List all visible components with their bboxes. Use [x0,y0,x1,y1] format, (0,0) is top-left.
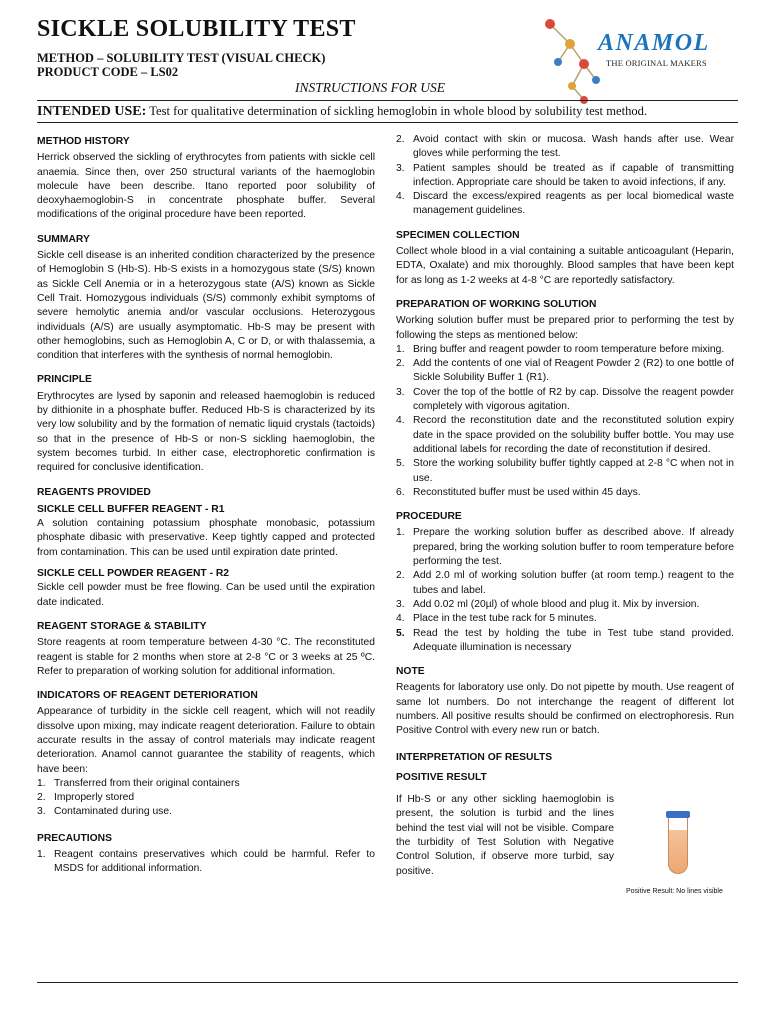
method-history-text: Herrick observed the sickling of erythrocytes from patients with sickle cell anaemia. Since then, over 250 structural variants of the haemoglobin molecule have been describe. Itano reported poor solubility of deoxyhaemoglobin-S in concentrate phosphate buffer. Several modifications of the original procedure have been reported. [37,152,375,221]
tube-caption: Positive Result: No lines visible [626,888,723,896]
positive-result-heading: POSITIVE RESULT [396,771,487,783]
interpretation-heading: INTERPRETATION OF RESULTS [396,751,553,763]
r2-text: Sickle cell powder must be free flowing. Can be used until the expiration date indicated. [37,582,375,608]
positive-result-block [396,793,734,896]
reagents-heading: REAGENTS PROVIDED [37,486,151,498]
precautions-heading: PRECAUTIONS [37,832,112,844]
deterioration-text: Appearance of turbidity in the sickle cell reagent, which will not readily dissolve upon mixing, may indicate reagent deterioration. Failure to obtain accurate results in the assay of control materials may indicate reagent deterioration. Anamol cannot guarantee the stability of reagents, which have been: [37,706,375,775]
list-item: 2. Add the contents of one vial of Reagent Powder 2 (R2) to one bottle of Sickle Solubility Buffer 1 (R1). [396,358,734,384]
list-item: 2. Add 2.0 ml of working solution buffer (at room temp.) reagent to the tubes and label. [396,570,734,596]
principle-text: Erythrocytes are lysed by saponin and released haemoglobin is reduced by dithionite in a phosphate buffer. Reduced Hb-S is characterized by its very low solubility and by the formation of nematic liquid crystals (tactoids) so that in the presence of Hb-S or non-S sickling haemoglobin, the system becomes turbid. In either case, electrophoretic confirmation is required for conclusive identification. [37,390,375,474]
list-item: 3. Add 0.02 ml (20µl) of whole blood and plug it. Mix by inversion. [396,598,700,610]
precautions-list-part2 [396,133,734,219]
storage-text: Store reagents at room temperature between 4-30 °C. The reconstituted reagent is stable for 2 months when store at 2-8 °C or 3 weeks at 25 ºC. Refer to preparation of working solution for additional information. [37,637,375,677]
method-history-heading: METHOD HISTORY [37,136,130,147]
note-text: Reagents for laboratory use only. Do not pipette by mouth. Use reagent of same lot numbers. Do not interchange the reagent of different lot numbers. All positive results should be confirmed on electrophoresis. Run Positive Control with every new run or batch. [396,682,734,737]
right-column [396,133,734,896]
list-item: 2. Avoid contact with skin or mucosa. Wash hands after use. Wear gloves while performing the test. [396,134,734,160]
list-item: 4. Place in the test tube rack for 5 minutes. [396,613,597,625]
deterioration-list [37,777,375,820]
positive-result-text: If Hb-S or any other sickling haemoglobin is present, the solution is turbid and the lines behind the test vial will not be visible. Compare the turbidity of Test Solution with Negative Control Solution, if observe more turbid, say positive. [396,794,614,877]
logo-wordmark: ANAMOL [598,30,710,56]
method-line: METHOD – SOLUBILITY TEST (VISUAL CHECK) [37,51,326,65]
specimen-heading: SPECIMEN COLLECTION [396,229,520,241]
storage-heading: REAGENT STORAGE & STABILITY [37,620,207,632]
principle-heading: PRINCIPLE [37,374,92,386]
specimen-text: Collect whole blood in a vial containing a suitable anticoagulant (Heparin, EDTA, Oxalate) and mix thoroughly. Blood samples that have been kept for as long as 1-2 weeks at 4-8 °C are reportedly satisfactory. [396,246,734,286]
test-tube-icon [666,811,690,877]
list-item: 2. Improperly stored [37,792,135,804]
document-title: SICKLE SOLUBILITY TEST [37,16,356,42]
list-item: 5. Read the test by holding the tube in Test tube stand provided. Adequate illumination is necessary [396,627,734,653]
note-heading: NOTE [396,666,425,678]
r1-text: A solution containing potassium phosphate monobasic, potassium phosphate dibasic with preservative. Keep tightly capped and protected from contamination. This can be used until expiration date printed. [37,518,375,558]
tube-cap [666,811,690,818]
list-item: 1. Reagent contains preservatives which could be harmful. Refer to MSDS for additional information. [37,849,375,875]
intended-use-label: INTENDED USE: [37,104,147,119]
list-item: 4. Record the reconstitution date and the reconstituted solution expiry date in the space provided on the solubility buffer bottle. You may use additional labels for recording the date of reconstitution if desired. [396,415,734,455]
intended-use [37,104,742,120]
deterioration-heading: INDICATORS OF REAGENT DETERIORATION [37,690,258,702]
list-item: 1. Prepare the working solution buffer as described above. If already prepared, bring the working solution buffer to room temperature before performing the test. [396,527,734,568]
list-item: 4. Discard the excess/expired reagents as per local biomedical waste management guidelines. [396,191,734,217]
intended-use-text: Test for qualitative determination of sickling hemoglobin in whole blood by solubility test method. [149,104,648,118]
procedure-heading: PROCEDURE [396,511,462,523]
list-item: 1. Bring buffer and reagent powder to room temperature before mixing. [396,343,725,355]
procedure-list [396,526,734,655]
header-rule-bottom [37,122,738,123]
list-item: 3. Cover the top of the bottle of R2 by cap. Dissolve the reagent powder completely with vigorous agitation. [396,386,734,413]
instructions-for-use-label: INSTRUCTIONS FOR USE [294,80,445,95]
working-solution-heading: PREPARATION OF WORKING SOLUTION [396,298,597,310]
summary-heading: SUMMARY [37,233,90,245]
precautions-list-part1 [37,848,375,877]
r1-heading: SICKLE CELL BUFFER REAGENT - R1 [37,503,225,515]
summary-text: Sickle cell disease is an inherited condition characterized by the presence of Hemoglobin S (Hb-S). Hb-S exists in a homozygous state (S/S) known as Sickle Cell Anemia or in a heterozygous state (A/S) known as Sickle Cell Trait. Homozygous individuals (S/S) commonly exhibit symptoms of severe hemolytic anemia and/or vascular occlusions. Heterozygous individuals (A/S) are usually asymptomatic. Hb-S may be present with other hemoglobins, such as Hemoglobin A, C or D, or with thalassemia, a condition that interferes with the synthesis of normal hemoglobin. [37,250,375,362]
list-item: 1. Transferred from their original containers [37,777,240,789]
list-item: 5. Store the working solubility buffer tightly capped at 2-8 °C when not in use. [396,458,734,484]
working-solution-list [396,343,734,500]
list-item: 6. Reconstituted buffer must be used within 45 days. [396,486,641,498]
product-code-line: PRODUCT CODE – LS02 [37,65,179,79]
working-solution-text: Working solution buffer must be prepared prior to performing the test by following the steps as mentioned below: [396,315,734,341]
list-item: 3. Contaminated during use. [37,806,172,818]
logo-tagline: THE ORIGINAL MAKERS [606,58,707,68]
footer-rule [37,982,738,983]
header-rule-top [37,100,738,101]
tube-body [668,818,688,874]
r2-heading: SICKLE CELL POWDER REAGENT - R2 [37,568,230,580]
list-item: 3. Patient samples should be treated as if capable of transmitting infection. Appropriate care should be taken to avoid infections, if any. [396,162,734,188]
left-column [37,133,375,877]
